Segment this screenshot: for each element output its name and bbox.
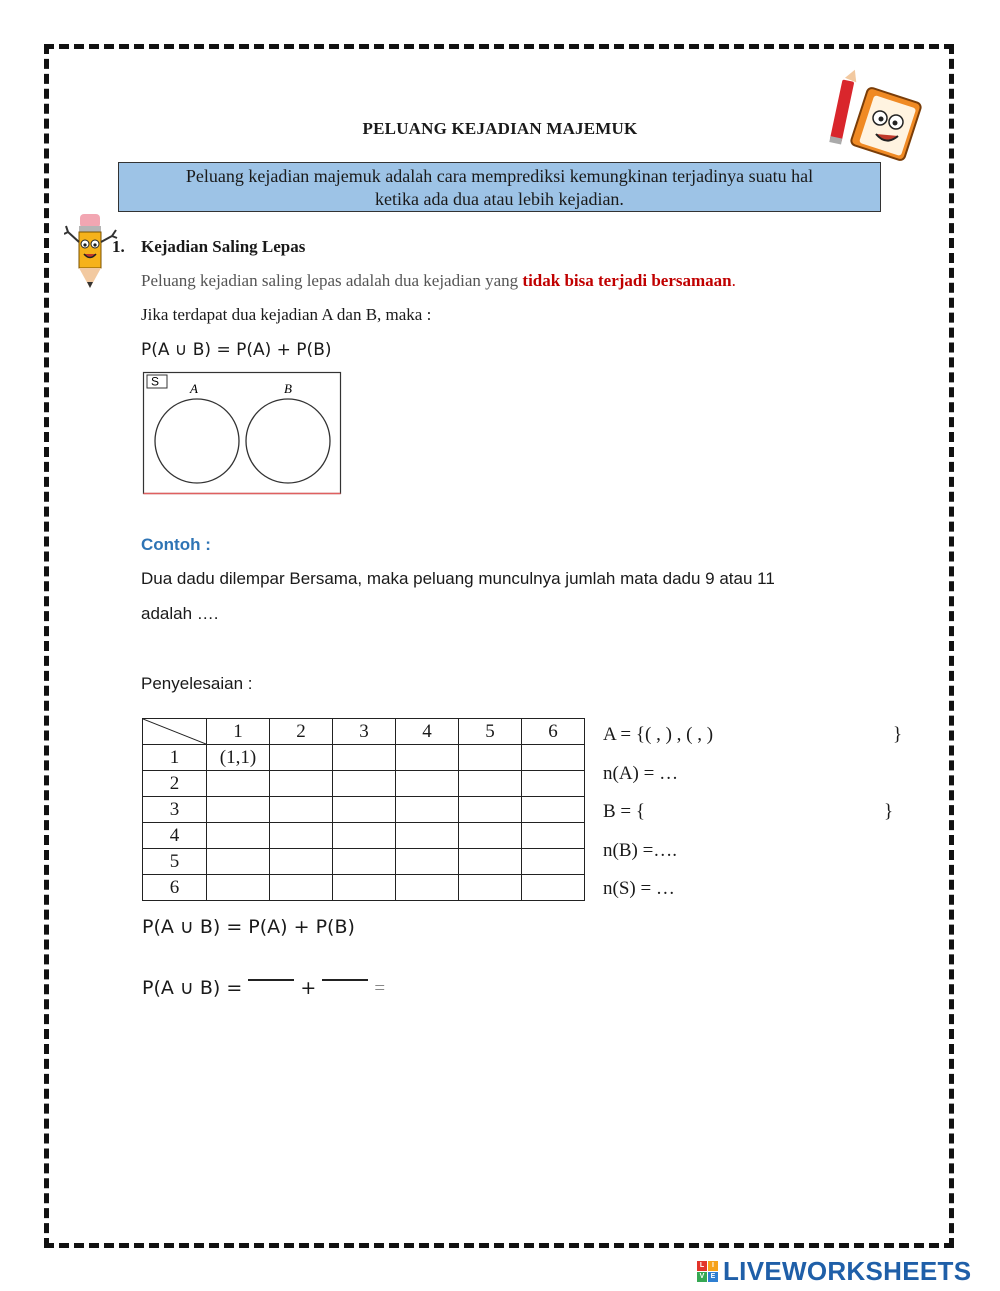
- set-a-closing-brace: }: [893, 724, 903, 745]
- table-cell[interactable]: [270, 745, 333, 771]
- liveworksheets-logo: [697, 1256, 971, 1286]
- set-a-answer-field[interactable]: A = {( , ) , ( , ): [603, 724, 714, 745]
- logo-squares-icon: L I V E: [697, 1261, 718, 1282]
- table-header-cell: 5: [459, 719, 522, 745]
- definition-line-2: ketika ada dua atau lebih kejadian.: [375, 189, 624, 209]
- solution-label: Penyelesaian :: [141, 674, 253, 693]
- table-cell[interactable]: [396, 771, 459, 797]
- table-cell[interactable]: [396, 797, 459, 823]
- table-cell[interactable]: [459, 745, 522, 771]
- table-cell[interactable]: [522, 875, 585, 901]
- table-row: [143, 771, 585, 797]
- section-1-intro: Jika terdapat dua kejadian A dan B, maka :: [141, 305, 432, 324]
- table-cell[interactable]: [522, 823, 585, 849]
- table-cell[interactable]: [270, 849, 333, 875]
- table-cell[interactable]: [396, 745, 459, 771]
- table-cell[interactable]: [396, 849, 459, 875]
- row-label: 1: [143, 745, 207, 771]
- venn-diagram: [142, 371, 342, 497]
- formula-equals: =: [374, 978, 386, 999]
- description-prefix: Peluang kejadian saling lepas adalah dua kejadian yang: [141, 271, 523, 290]
- table-row: [143, 745, 585, 771]
- table-cell[interactable]: [207, 849, 270, 875]
- row-label: 4: [143, 823, 207, 849]
- table-cell[interactable]: [459, 849, 522, 875]
- logo-text: LIVEWORKSHEETS: [723, 1255, 972, 1286]
- definition-box: [118, 162, 881, 212]
- venn-label-s: S: [151, 374, 160, 389]
- table-cell[interactable]: [270, 797, 333, 823]
- formula-fill-in: [142, 977, 385, 1000]
- set-b-closing-brace: }: [884, 801, 894, 822]
- table-cell[interactable]: [522, 797, 585, 823]
- table-header-cell: 3: [333, 719, 396, 745]
- n-s-answer-field[interactable]: n(S) = …: [603, 878, 675, 899]
- table-cell[interactable]: [333, 875, 396, 901]
- table-cell[interactable]: [333, 823, 396, 849]
- table-cell[interactable]: [459, 797, 522, 823]
- table-cell[interactable]: [333, 797, 396, 823]
- table-cell[interactable]: [207, 823, 270, 849]
- formula-union-bottom: P(A ∪ B) = P(A) + P(B): [142, 916, 355, 938]
- table-cell[interactable]: (1,1): [207, 745, 270, 771]
- dashed-page-border: [44, 44, 954, 1248]
- table-cell[interactable]: [207, 875, 270, 901]
- pencil-book-mascot-icon: [828, 66, 928, 166]
- pencil-mascot-icon: [64, 208, 118, 292]
- example-question-line-1: Dua dadu dilempar Bersama, maka peluang munculnya jumlah mata dadu 9 atau 11: [141, 569, 775, 588]
- row-label: 3: [143, 797, 207, 823]
- table-cell[interactable]: [207, 797, 270, 823]
- fraction-blank-1[interactable]: [248, 979, 294, 981]
- row-label: 2: [143, 771, 207, 797]
- example-question-line-2: adalah ….: [141, 604, 219, 623]
- section-number: 1.: [112, 237, 125, 256]
- section-title: Kejadian Saling Lepas: [141, 237, 306, 256]
- table-header-cell: 2: [270, 719, 333, 745]
- table-row: [143, 849, 585, 875]
- table-cell[interactable]: [522, 771, 585, 797]
- fraction-blank-2[interactable]: [322, 979, 368, 981]
- set-b-answer-field[interactable]: B = {: [603, 801, 646, 822]
- table-header-cell: 1: [207, 719, 270, 745]
- n-b-answer-field[interactable]: n(B) =….: [603, 840, 678, 861]
- table-cell[interactable]: [270, 875, 333, 901]
- description-suffix: .: [731, 271, 736, 290]
- table-header-cell: 6: [522, 719, 585, 745]
- table-cell[interactable]: [459, 771, 522, 797]
- table-cell[interactable]: [459, 823, 522, 849]
- table-cell[interactable]: [333, 771, 396, 797]
- table-cell[interactable]: [333, 849, 396, 875]
- definition-line-1: Peluang kejadian majemuk adalah cara memprediksi kemungkinan terjadinya suatu hal: [185, 166, 814, 186]
- venn-label-b: B: [284, 381, 292, 396]
- table-header-row: [143, 719, 585, 745]
- dice-outcome-table: [142, 718, 585, 901]
- description-emphasis: tidak bisa terjadi bersamaan: [522, 271, 732, 290]
- formula-plus: +: [300, 977, 317, 999]
- formula-union: P(A ∪ B) = P(A) + P(B): [141, 340, 332, 360]
- table-row: [143, 797, 585, 823]
- table-cell[interactable]: [270, 771, 333, 797]
- section-1-heading: [112, 237, 305, 257]
- venn-label-a: A: [190, 381, 198, 396]
- section-1-description: [141, 271, 736, 291]
- table-cell[interactable]: [522, 849, 585, 875]
- table-cell[interactable]: [270, 823, 333, 849]
- table-cell[interactable]: [333, 745, 396, 771]
- table-row: [143, 823, 585, 849]
- row-label: 5: [143, 849, 207, 875]
- table-cell[interactable]: [396, 875, 459, 901]
- table-cell[interactable]: [522, 745, 585, 771]
- n-a-answer-field[interactable]: n(A) = …: [603, 763, 679, 784]
- formula-lhs: P(A ∪ B) =: [142, 977, 249, 999]
- row-label: 6: [143, 875, 207, 901]
- table-cell[interactable]: [459, 875, 522, 901]
- table-row: [143, 875, 585, 901]
- example-label: Contoh :: [141, 535, 211, 554]
- table-cell[interactable]: [207, 771, 270, 797]
- table-cell[interactable]: [396, 823, 459, 849]
- page-title: PELUANG KEJADIAN MAJEMUK: [362, 119, 638, 138]
- table-corner-cell: [143, 719, 207, 745]
- table-header-cell: 4: [396, 719, 459, 745]
